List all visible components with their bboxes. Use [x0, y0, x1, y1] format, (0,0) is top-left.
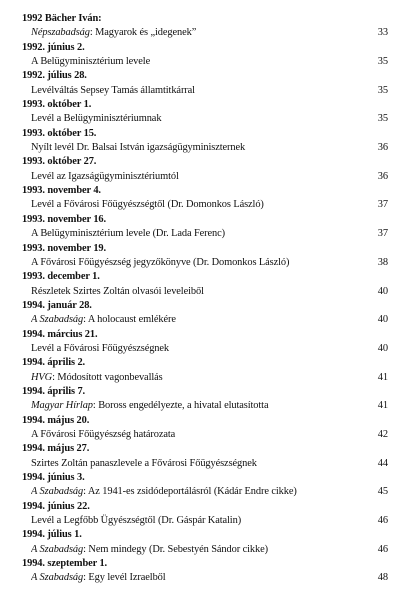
- toc-entry: [22, 213, 388, 242]
- page-number: 46: [377, 515, 388, 527]
- entry-title: [31, 170, 366, 184]
- toc-entry: [22, 155, 388, 184]
- entry-line: [22, 256, 388, 270]
- entry-date: 1994. május 27.: [22, 443, 90, 455]
- entry-text: Levél a Legfőbb Ügyészségtől (Dr. Gáspár Katalin): [31, 515, 242, 527]
- toc-entry: [22, 127, 388, 156]
- entry-title: [31, 399, 366, 413]
- entry-text: : Módosított vagonbevallás: [52, 371, 163, 383]
- toc-entry: [22, 270, 388, 299]
- toc-entry: [22, 299, 388, 328]
- page-number: 41: [377, 371, 388, 383]
- entry-title: [31, 112, 366, 126]
- entry-text: : Nem mindegy (Dr. Sebestyén Sándor cikke): [83, 543, 268, 555]
- entry-date: 1993. december 1.: [22, 271, 100, 283]
- toc-entry: [22, 12, 388, 41]
- page-number: 40: [377, 285, 388, 297]
- toc-entry: [22, 184, 388, 213]
- entry-title: [31, 313, 366, 327]
- page-number: 35: [377, 84, 388, 96]
- entry-date: 1993. november 16.: [22, 213, 107, 225]
- toc-entry: [22, 69, 388, 98]
- toc-entry: [22, 528, 388, 557]
- entry-line: [22, 55, 388, 69]
- entry-date: 1994. május 20.: [22, 414, 90, 426]
- page-number: 36: [377, 170, 388, 182]
- entry-line: [22, 514, 388, 528]
- toc-entry: [22, 442, 388, 471]
- entry-date: 1993. október 15.: [22, 127, 97, 139]
- entry-title: [31, 84, 366, 98]
- toc-entry: [22, 356, 388, 385]
- entry-date: 1994. január 28.: [22, 299, 92, 311]
- page-number: 37: [377, 199, 388, 211]
- entry-date: 1994. szeptember 1.: [22, 558, 108, 570]
- entry-text: : Az 1941-es zsidódeportálásról (Kádár Endre cikke): [83, 486, 297, 498]
- entry-text: Részletek Szirtes Zoltán olvasói leveleiből: [31, 285, 204, 297]
- entry-text: Nyílt levél Dr. Balsai István igazságügyminiszternek: [31, 142, 246, 154]
- toc-entry: [22, 242, 388, 271]
- entry-date: 1994. március 21.: [22, 328, 98, 340]
- entry-text: Levélváltás Sepsey Tamás államtitkárral: [31, 84, 195, 96]
- entry-date: 1992. július 28.: [22, 70, 87, 82]
- entry-text: : A holocaust emlékére: [83, 314, 176, 326]
- page-number: 42: [377, 428, 388, 440]
- page-number: 36: [377, 142, 388, 154]
- entry-line: [22, 371, 388, 385]
- entry-text: Levél a Fővárosi Főügyészségtől (Dr. Domonkos László): [31, 199, 264, 211]
- entry-title: [31, 227, 366, 241]
- entry-text: Levél a Fővárosi Főügyészségnek: [31, 342, 170, 354]
- entry-title: [31, 543, 366, 557]
- toc-entry: [22, 328, 388, 357]
- entry-line: [22, 112, 388, 126]
- entry-title: [31, 26, 366, 40]
- entry-date: 1993. november 19.: [22, 242, 107, 254]
- entry-title: [31, 485, 366, 499]
- entry-line: [22, 227, 388, 241]
- toc-entry: [22, 471, 388, 500]
- entry-title: [31, 198, 366, 212]
- entry-date: 1994. április 7.: [22, 385, 86, 397]
- toc-entry: [22, 41, 388, 70]
- entry-line: [22, 84, 388, 98]
- entry-source: A Szabadság: [31, 543, 84, 555]
- entry-text: Szirtes Zoltán panaszlevele a Fővárosi Főügyészségnek: [31, 457, 257, 469]
- entry-line: [22, 428, 388, 442]
- entry-date: 1994. április 2.: [22, 357, 86, 369]
- entry-text: : Egy levél Izraelből: [83, 572, 166, 584]
- entry-date: 1994. június 3.: [22, 472, 85, 483]
- page-number: 41: [377, 400, 388, 412]
- entry-title: [31, 428, 366, 442]
- toc-entry: [22, 385, 388, 414]
- page-number: 38: [377, 256, 388, 268]
- entry-line: [22, 26, 388, 40]
- entry-line: [22, 543, 388, 557]
- entry-title: [31, 342, 366, 356]
- entry-title: [31, 371, 366, 385]
- page-number: 45: [377, 486, 388, 498]
- entry-date: 1993. október 27.: [22, 156, 97, 168]
- entry-title: [31, 256, 366, 270]
- page-number: 37: [377, 228, 388, 240]
- entry-date: 1994. július 1.: [22, 529, 82, 541]
- entry-line: [22, 198, 388, 212]
- entry-line: [22, 399, 388, 413]
- entry-date: 1993. október 1.: [22, 99, 92, 111]
- entry-title: [31, 514, 366, 528]
- entry-title: [31, 141, 366, 155]
- page-number: 40: [377, 342, 388, 354]
- toc-entry: [22, 98, 388, 127]
- entry-date: 1992 Bächer Iván:: [22, 13, 102, 24]
- page-number: 35: [377, 113, 388, 125]
- entry-text: A Fővárosi Főügyészség határozata: [31, 428, 176, 440]
- entry-title: [31, 571, 366, 585]
- entry-line: [22, 285, 388, 299]
- entry-text: A Belügyminisztérium levele: [31, 56, 151, 68]
- toc-entry: [22, 557, 388, 586]
- entry-line: [22, 485, 388, 499]
- entry-date: 1992. június 2.: [22, 41, 85, 53]
- entry-source: HVG: [31, 371, 53, 383]
- entry-source: A Szabadság: [31, 314, 84, 326]
- entry-text: Levél az Igazságügyminisztériumtól: [31, 170, 179, 182]
- entry-title: [31, 285, 366, 299]
- page-number: 35: [377, 56, 388, 68]
- entry-line: [22, 571, 388, 585]
- page-number: 40: [377, 314, 388, 326]
- entry-title: [31, 55, 366, 69]
- entry-line: [22, 342, 388, 356]
- toc-entry: [22, 414, 388, 443]
- entry-line: [22, 141, 388, 155]
- entry-source: Népszabadság: [31, 27, 90, 39]
- entry-date: 1994. június 22.: [22, 500, 90, 512]
- entry-line: [22, 457, 388, 471]
- entry-text: A Belügyminisztérium levele (Dr. Lada Ferenc): [31, 228, 226, 240]
- table-of-contents: [22, 12, 388, 586]
- entry-line: [22, 313, 388, 327]
- entry-text: A Fővárosi Főügyészség jegyzőkönyve (Dr. Domonkos László): [31, 256, 290, 268]
- entry-text: Levél a Belügyminisztériumnak: [31, 113, 162, 125]
- entry-text: : Magyarok és „idegenek”: [89, 27, 197, 39]
- entry-source: A Szabadság: [31, 572, 84, 584]
- entry-date: 1993. november 4.: [22, 185, 101, 197]
- page-number: 33: [377, 27, 388, 39]
- entry-line: [22, 170, 388, 184]
- page-number: 44: [377, 457, 388, 469]
- page-number: 48: [377, 572, 388, 584]
- entry-source: Magyar Hírlap: [31, 400, 93, 412]
- page-number: 46: [377, 543, 388, 555]
- toc-entry: [22, 500, 388, 529]
- entry-text: : Boross engedélyezte, a hivatal elutasította: [92, 400, 269, 412]
- entry-title: [31, 457, 366, 471]
- entry-source: A Szabadság: [31, 486, 84, 498]
